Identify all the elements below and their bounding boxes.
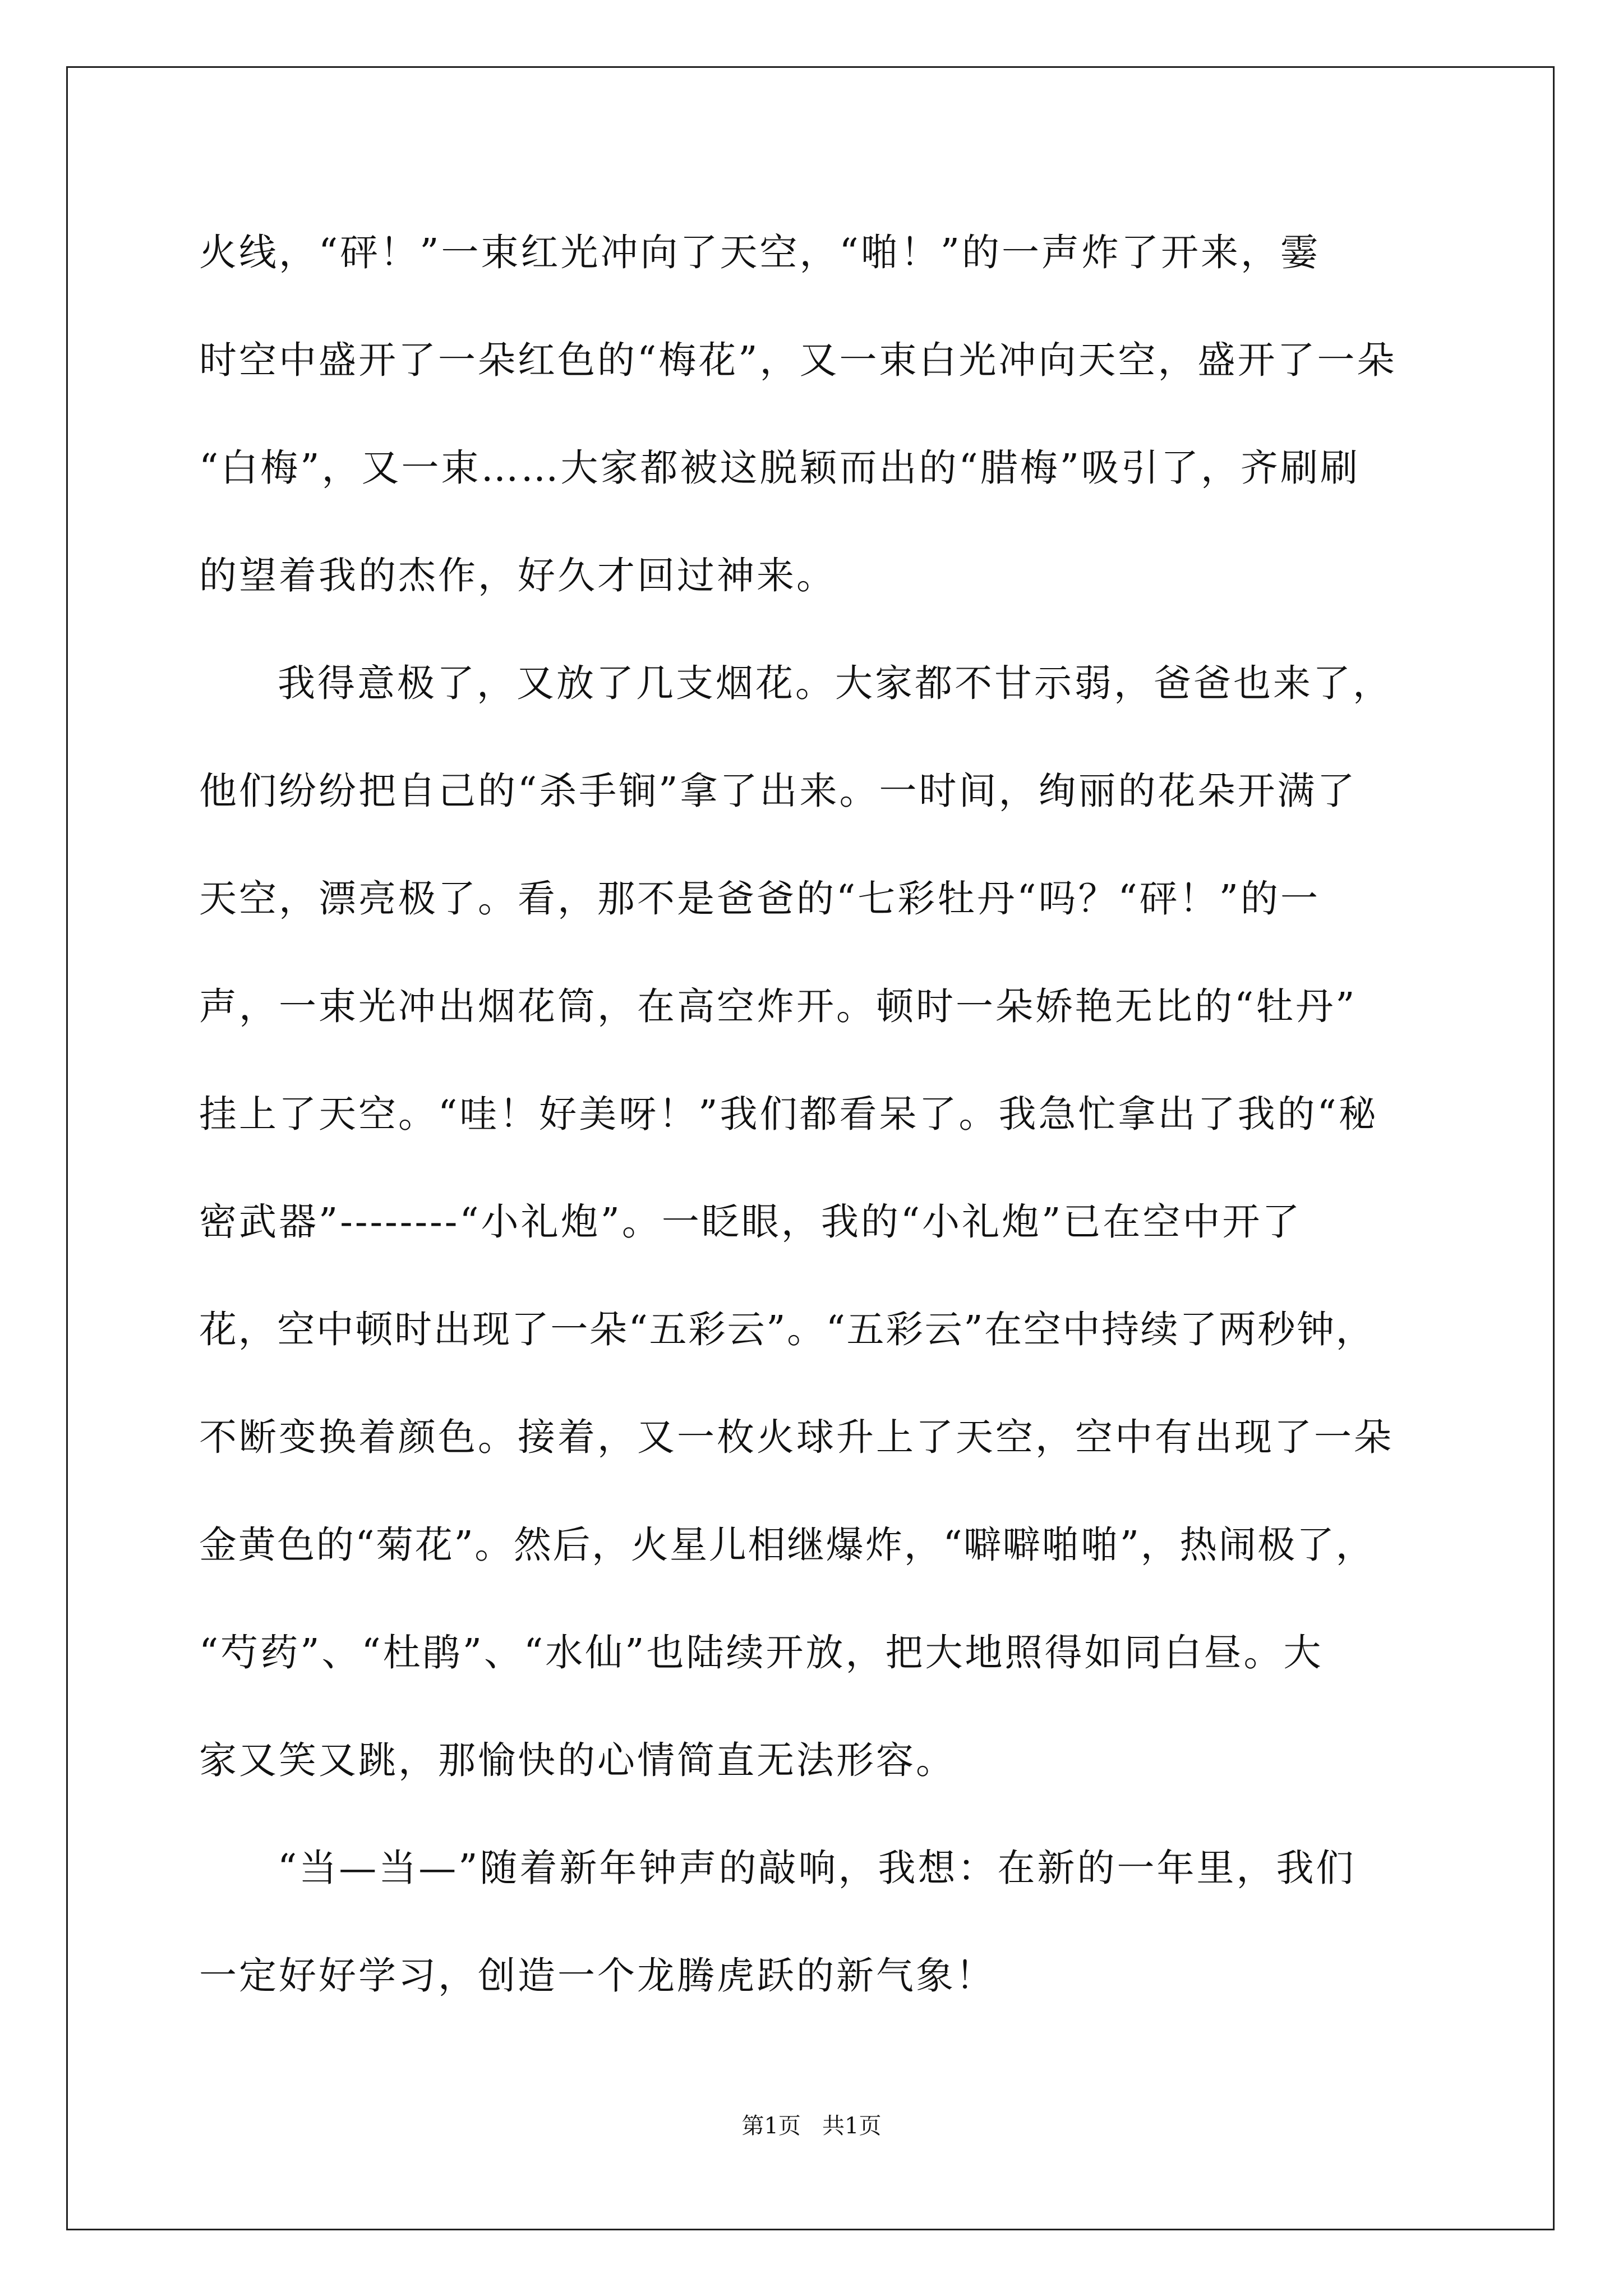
paragraph-line: 花，空中顿时出现了一朵“五彩云”。“五彩云”在空中持续了两秒钟，	[199, 1308, 1375, 1351]
paragraph-line: 的望着我的杰作，好久才回过神来。	[199, 554, 836, 597]
paragraph-line: 我得意极了，又放了几支烟花。大家都不甘示弱，爸爸也来了，	[278, 661, 1393, 705]
paragraph-line: 不断变换着颜色。接着，又一枚火球升上了天空，空中有出现了一朵	[199, 1415, 1394, 1459]
paragraph-line: 时空中盛开了一朵红色的“梅花”，又一束白光冲向天空，盛开了一朵	[199, 338, 1397, 382]
page-border	[66, 66, 1555, 2230]
paragraph-line: 挂上了天空。“哇！好美呀！”我们都看呆了。我急忙拿出了我的“秘	[199, 1092, 1378, 1136]
paragraph-line: 天空，漂亮极了。看，那不是爸爸的“七彩牡丹“吗？“砰！”的一	[199, 877, 1321, 921]
paragraph-line: 他们纷纷把自己的“杀手锏”拿了出来。一时间，绚丽的花朵开满了	[199, 769, 1357, 813]
paragraph-line: “白梅”，又一束……大家都被这脱颖而出的“腊梅”吸引了，齐刷刷	[199, 446, 1361, 490]
paragraph-line: 金黄色的“菊花”。然后，火星儿相继爆炸，“噼噼啪啪”，热闹极了，	[199, 1523, 1375, 1567]
paragraph-line: 密武器”--------“小礼炮”。一眨眼，我的“小礼炮”已在空中开了	[199, 1200, 1302, 1244]
paragraph-line: “当—当—”随着新年钟声的敲响，我想：在新的一年里，我们	[278, 1846, 1356, 1890]
paragraph-line: 火线，“砰！”一束红光冲向了天空，“啪！”的一声炸了开来，霎	[199, 231, 1321, 274]
paragraph-line: “芍药”、“杜鹃”、“水仙”也陆续开放，把大地照得如同白昼。大	[199, 1631, 1324, 1674]
page-footer: 第1页 共1页	[741, 2113, 882, 2139]
paragraph-line: 家又笑又跳，那愉快的心情简直无法形容。	[199, 1738, 956, 1782]
paragraph-line: 声，一束光冲出烟花筒，在高空炸开。顿时一朵娇艳无比的“牡丹”	[199, 984, 1357, 1028]
paragraph-line: 一定好好学习，创造一个龙腾虎跃的新气象！	[199, 1954, 995, 1998]
